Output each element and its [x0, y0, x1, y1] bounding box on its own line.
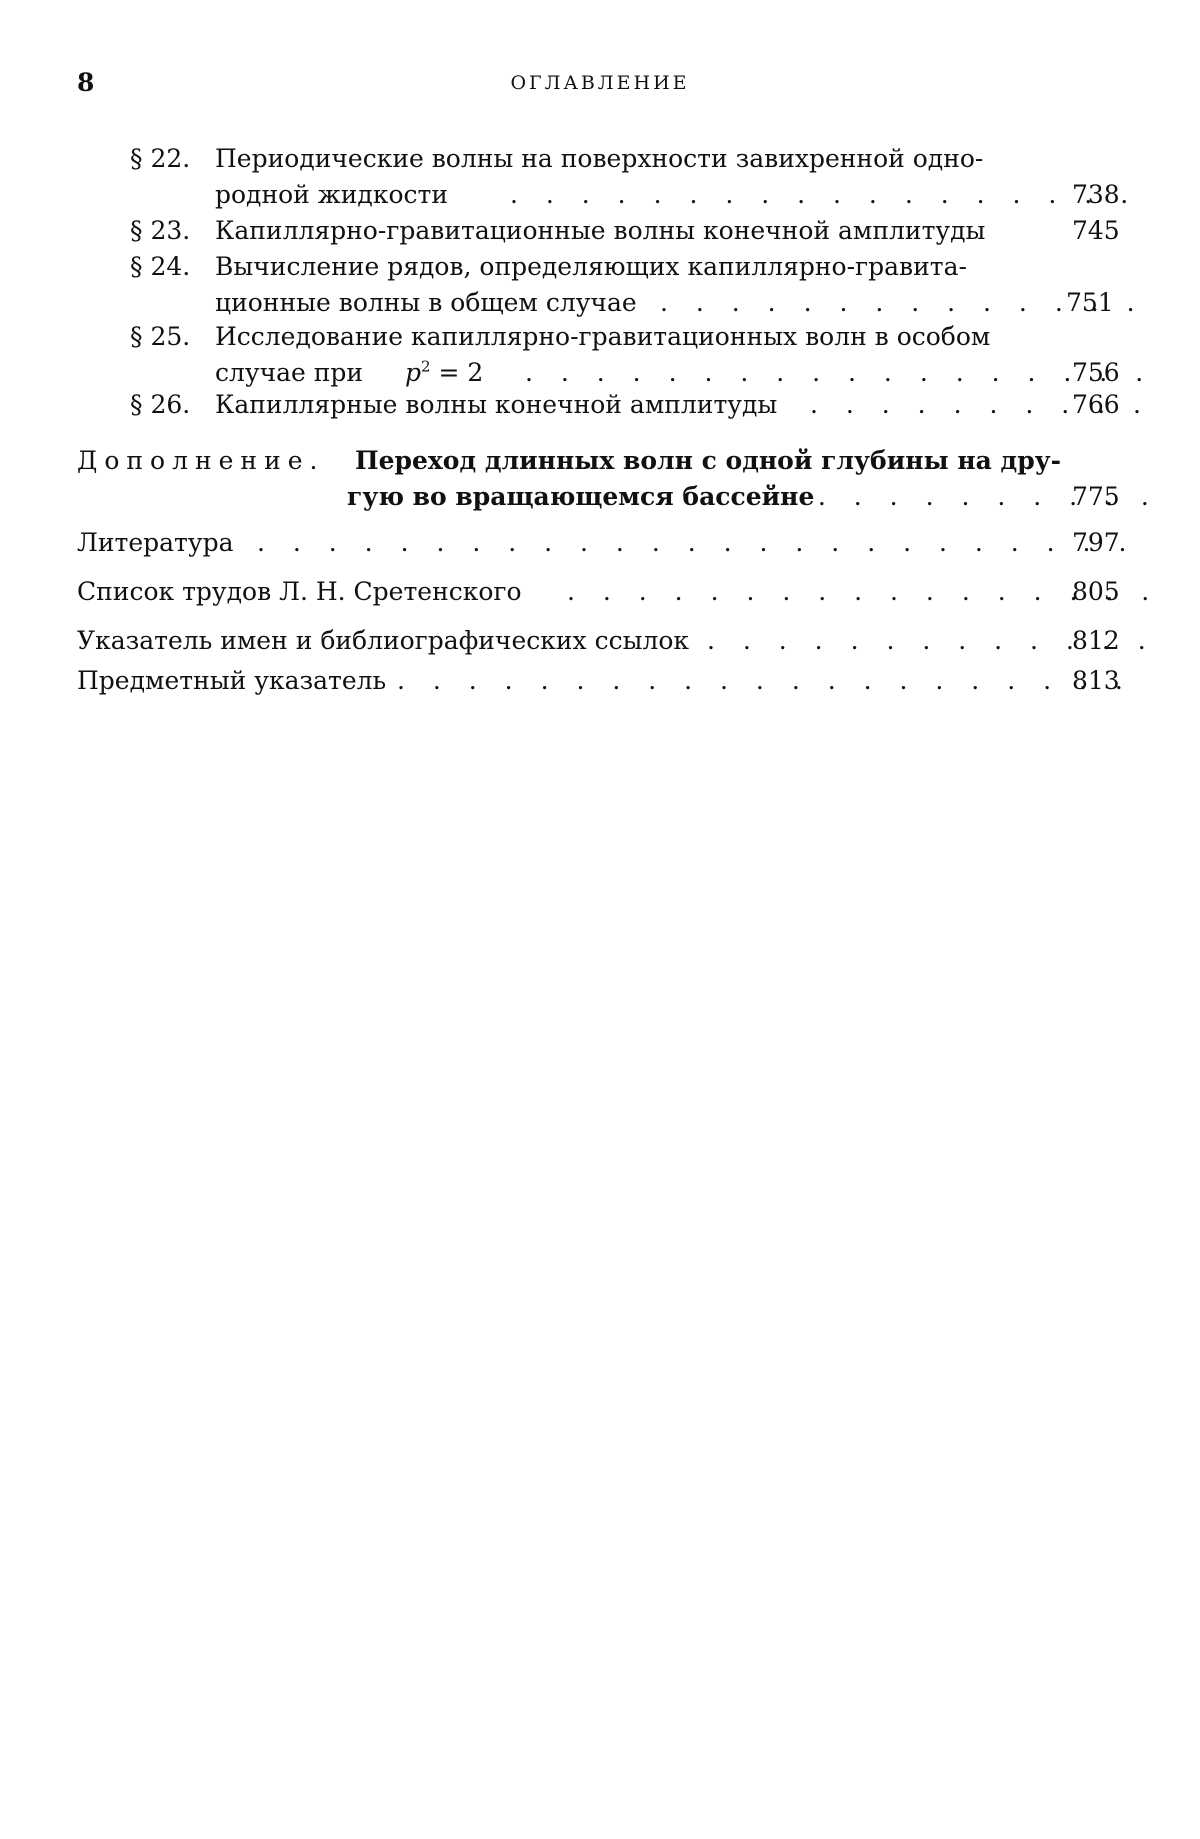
section-number: § 24. — [130, 252, 191, 281]
toc-title: Литература — [77, 528, 234, 557]
page-ref: 738 — [1072, 180, 1120, 209]
supplement-title-line: Переход длинных волн с одной глубины на дру- — [355, 446, 1062, 475]
running-title: ОГЛАВЛЕНИЕ — [510, 72, 690, 94]
page-ref: 751 — [1066, 288, 1114, 317]
supplement-label: Дополнение. — [77, 446, 325, 475]
page-ref: 745 — [1072, 216, 1120, 245]
section-title-line: Капиллярно-гравитационные волны конечной амплитуды — [215, 216, 986, 245]
section-title-line: Вычисление рядов, определяющих капиллярно-гравита- — [215, 252, 967, 281]
toc-title: Указатель имен и библиографических ссылок — [77, 626, 690, 655]
page-ref: 756 — [1072, 358, 1120, 387]
section-number: § 25. — [130, 322, 191, 351]
page-ref: 766 — [1072, 390, 1120, 419]
dot-leader — [397, 663, 1152, 699]
section-title-line: случае при — [215, 358, 364, 387]
page-ref: 813 — [1072, 666, 1120, 695]
page-ref: 797 — [1072, 528, 1120, 557]
dot-leader — [567, 574, 1152, 610]
section-title-line: Исследование капиллярно-гравитационных волн в особом — [215, 322, 991, 351]
toc-title: Предметный указатель — [77, 666, 387, 695]
page-ref: 775 — [1072, 482, 1120, 511]
section-title-line: Периодические волны на поверхности завихренной одно- — [215, 144, 984, 173]
page-ref: 805 — [1072, 577, 1120, 606]
section-title-line: Капиллярные волны конечной амплитуды — [215, 390, 778, 419]
section-title-line: родной жидкости — [215, 180, 448, 209]
section-number: § 23. — [130, 216, 191, 245]
section-number: § 22. — [130, 144, 191, 173]
section-title-line: ционные волны в общем случае — [215, 288, 637, 317]
dot-leader — [257, 525, 1152, 561]
math-formula: $p^2 = 2$ — [405, 357, 484, 387]
dot-leader — [525, 355, 1150, 391]
page-number: 8 — [77, 68, 95, 97]
section-number: § 26. — [130, 390, 191, 419]
toc-title: Список трудов Л. Н. Сретенского — [77, 577, 522, 606]
page-ref: 812 — [1072, 626, 1120, 655]
supplement-title-line: гую во вращающемся бассейне — [347, 482, 815, 511]
dot-leader — [510, 177, 1150, 213]
